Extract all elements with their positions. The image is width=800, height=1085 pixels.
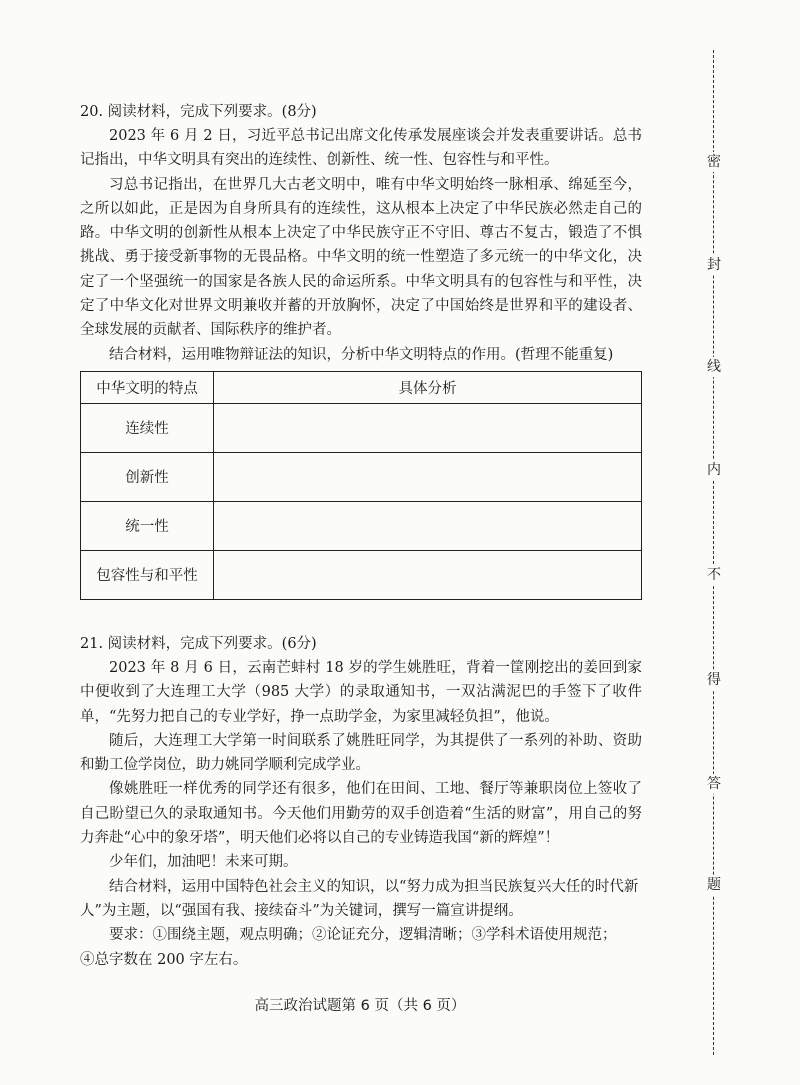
seal-char: 答 [704,774,724,794]
table-header-row [81,371,642,403]
feature-innovation: 创新性 [81,452,214,501]
q21-material-paragraph-1: 2023 年 8 月 6 日，云南芒蚌村 18 岁的学生姚胜旺，背着一筐刚挖出的姜回到家中便收到了大连理工大学（985 大学）的录取通知书，一双沾满泥巴的手签下了收件单，“先努力把自己的专业学好，挣一点助学金，为家里减轻负担”，他说。 [80,659,642,725]
q21-requirement-line-1: 要求：①围绕主题，观点明确；②论证充分，逻辑清晰；③学科术语使用规范； [109,927,617,944]
exam-page-content [80,100,642,972]
page-footer: 高三政治试题第 6 页（共 6 页） [254,998,466,1014]
analysis-table [80,371,642,600]
seal-char: 封 [704,255,724,275]
header-feature: 中华文明的特点 [81,371,214,403]
table-row [81,452,642,501]
seal-char: 题 [704,875,724,895]
question-20-heading: 20. 阅读材料，完成下列要求。(8分) [80,104,317,120]
q20-material-paragraph-1: 2023 年 6 月 2 日，习近平总书记出席文化传承发展座谈会并发表重要讲话。总书记指出，中华文明具有突出的连续性、创新性、统一性、包容性与和平性。 [80,128,642,169]
seal-dashed-line [713,50,714,1055]
question-20 [80,100,642,600]
answer-cell-innovation[interactable] [214,452,642,501]
feature-inclusiveness-peace: 包容性与和平性 [81,550,214,599]
seal-char: 内 [704,460,724,480]
seal-char: 线 [704,357,724,377]
q21-requirement-line-2: ④总字数在 200 字左右。 [80,951,248,968]
seal-char: 密 [704,152,724,172]
seal-char: 不 [704,565,724,585]
header-analysis: 具体分析 [214,371,642,403]
seal-char: 得 [704,670,724,690]
answer-cell-unity[interactable] [214,501,642,550]
q21-material-paragraph-2: 随后，大连理工大学第一时间联系了姚胜旺同学，为其提供了一系列的补助、资助和勤工俭学岗位，助力姚同学顺利完成学业。 [80,732,642,774]
question-21-heading: 21. 阅读材料，完成下列要求。(6分) [80,635,317,652]
q21-task: 结合材料，运用中国特色社会主义的知识，以“努力成为担当民族复兴大任的时代新人”为主题，以“强国有我、接续奋斗”为关键词，撰写一篇宣讲提纲。 [80,878,639,919]
q21-material-paragraph-3: 像姚胜旺一样优秀的同学还有很多，他们在田间、工地、餐厅等兼职岗位上签收了自己盼望已久的录取通知书。今天他们用勤劳的双手创造着“生活的财富”，用自己的努力奔赴“心中的象牙塔”，明天他们必将以自己的专业铸造我国“新的辉煌”！ [80,781,642,847]
q21-material-paragraph-4: 少年们，加油吧！未来可期。 [109,854,298,871]
question-21 [80,632,642,972]
answer-cell-continuity[interactable] [214,403,642,452]
q20-material-paragraph-2: 习总书记指出，在世界几大古老文明中，唯有中华文明始终一脉相承、绵延至今，之所以如此，正是因为自身所具有的连续性，这从根本上决定了中华民族必然走自己的路。中华文明的创新性从根本上决定了中华民族守正不守旧、尊古不复古，锻造了不惧挑战、勇于接受新事物的无畏品格。中华文明的统一性塑造了多元统一的中华文化，决定了一个坚强统一的国家是各族人民的命运所系。中华文明具有的包容性与和平性，决定了中华文化对世界文明兼收并蓄的开放胸怀，决定了中国始终是世界和平的建设者、全球发展的贡献者、国际秩序的维护者。 [80,176,642,339]
table-row [81,403,642,452]
table-row [81,550,642,599]
feature-unity: 统一性 [81,501,214,550]
feature-continuity: 连续性 [81,403,214,452]
answer-cell-inclusiveness-peace[interactable] [214,550,642,599]
table-row [81,501,642,550]
q20-task: 结合材料，运用唯物辩证法的知识，分析中华文明特点的作用。(哲理不能重复) [109,346,614,363]
